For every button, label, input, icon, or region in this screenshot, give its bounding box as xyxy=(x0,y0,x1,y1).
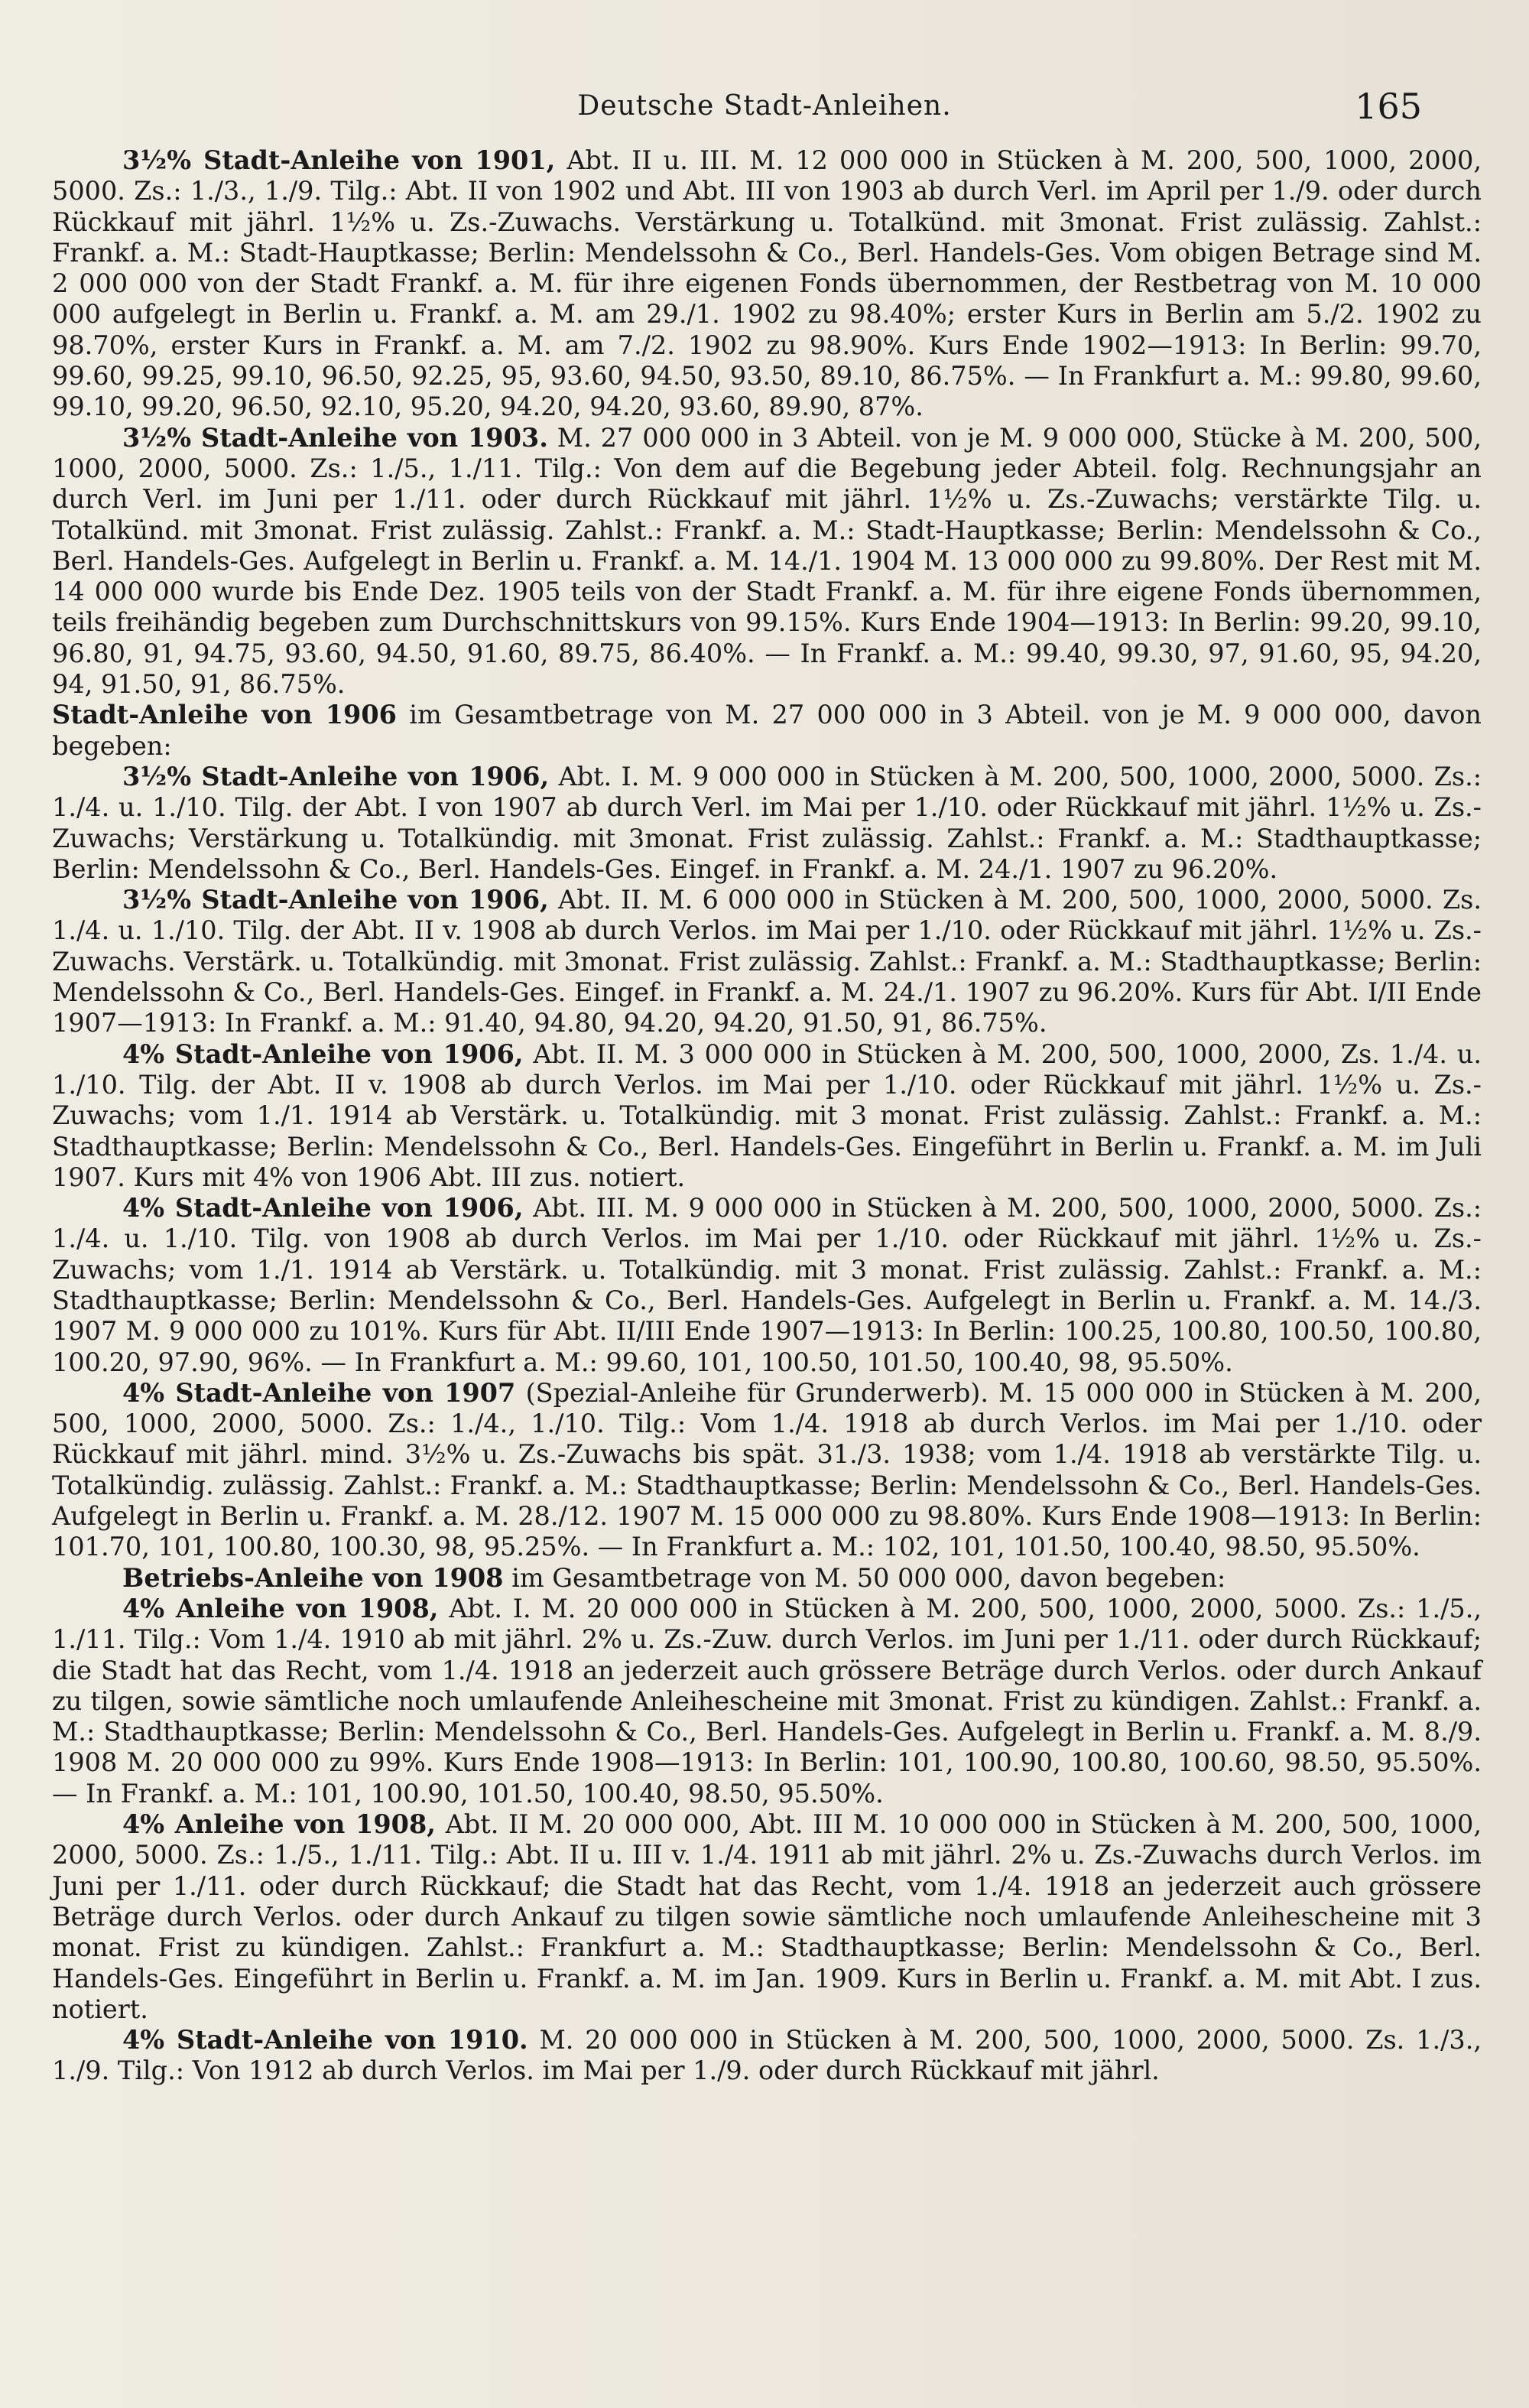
entry-text: M. 20 000 000 in Stücken à M. 200, 500, 1000, 2000, 5000. Zs. 1./3., 1./9. Tilg.: Von 1912 ab durch Verlos. im Mai per 1./9. oder durch Rückkauf mit jährl. xyxy=(52,2025,1482,2086)
entry-1901 xyxy=(52,145,1482,423)
entry-text: Abt. II u. III. M. 12 000 000 in Stücken à M. 200, 500, 1000, 2000, 5000. Zs.: 1./3., 1./9. Tilg.: Abt. II von 1902 und Abt. III von 1903 ab durch Verl. im April per 1./9. oder durch Rückkauf mit jährl. 1½% u. Zs.-Zuwachs. Verstärkung u. Totalkünd. mit 3monat. Frist zulässig. Zahlst.: Frankf. a. M.: Stadt-Hauptkasse; Berlin: Mendelssohn & Co., Berl. Handels-Ges. Vom obigen Betrage sind M. 2 000 000 von der Stadt Frankf. a. M. für ihre eigenen Fonds übernommen, der Restbetrag von M. 10 000 000 aufgelegt in Berlin u. Frankf. a. M. am 29./1. 1902 zu 98.40%; erster Kurs in Berlin am 5./2. 1902 zu 98.70%, erster Kurs in Frankf. a. M. am 7./2. 1902 zu 98.90%. Kurs Ende 1902—1913: In Berlin: 99.70, 99.60, 99.25, 99.10, 96.50, 92.25, 95, 93.60, 94.50, 93.50, 89.10, 86.75%. — In Frankfurt a. M.: 99.80, 99.60, 99.10, 99.20, 96.50, 92.10, 95.20, 94.20, 94.20, 93.60, 89.90, 87%. xyxy=(52,145,1482,422)
entry-text: Abt. I. M. 20 000 000 in Stücken à M. 200, 500, 1000, 2000, 5000. Zs.: 1./5., 1./11. Tilg.: Vom 1./4. 1910 ab mit jährl. 2% u. Zs.-Zuw. durch Verlos. im Juni per 1./11. oder durch Rückkauf; die Stadt hat das Recht, vom 1./4. 1918 an jederzeit auch grössere Beträge durch Verlos. oder durch Ankauf zu tilgen, sowie sämtliche noch umlaufende Anleihescheine mit 3monat. Frist zu kündigen. Zahlst.: Frankf. a. M.: Stadthauptkasse; Berlin: Mendelssohn & Co., Berl. Handels-Ges. Aufgelegt in Berlin u. Frankf. a. M. 8./9. 1908 M. 20 000 000 zu 99%. Kurs Ende 1908—1913: In Berlin: 101, 100.90, 100.80, 100.60, 98.50, 95.50%. — In Frankf. a. M.: 101, 100.90, 101.50, 100.40, 98.50, 95.50%. xyxy=(52,1593,1482,1808)
entry-1906-4pct-abt-2 xyxy=(52,1039,1482,1193)
entry-1908-abt-2-3 xyxy=(52,1809,1482,2025)
page-header xyxy=(54,86,1475,132)
entry-text: Abt. III. M. 9 000 000 in Stücken à M. 200, 500, 1000, 2000, 5000. Zs.: 1./4. u. 1./10. Tilg. von 1908 ab durch Verlos. im Mai per 1./10. oder Rückkauf mit jährl. 1½% u. Zs.-Zuwachs; vom 1./1. 1914 ab Verstärk. u. Totalkündig. mit 3 monat. Frist zulässig. Zahlst.: Frankf. a. M.: Stadthauptkasse; Berlin: Mendelssohn & Co., Berl. Handels-Ges. Aufgelegt in Berlin u. Frankf. a. M. 14./3. 1907 M. 9 000 000 zu 101%. Kurs für Abt. II/III Ende 1907—1913: In Berlin: 100.25, 100.80, 100.50, 100.80, 100.20, 97.90, 96%. — In Frankfurt a. M.: 99.60, 101, 100.50, 101.50, 100.40, 98, 95.50%. xyxy=(52,1193,1482,1377)
entry-title: 3½% Stadt-Anleihe von 1901, xyxy=(122,145,556,175)
entry-1910 xyxy=(52,2025,1482,2087)
entry-text: Abt. II. M. 3 000 000 in Stücken à M. 200, 500, 1000, 2000, Zs. 1./4. u. 1./10. Tilg. der Abt. II v. 1908 ab durch Verlos. im Mai per 1./10. oder Rückkauf mit jährl. 1½% u. Zs.-Zuwachs; vom 1./1. 1914 ab Verstärk. u. Totalkündig. mit 3 monat. Frist zulässig. Zahlst.: Frankf. a. M.: Stadthauptkasse; Berlin: Mendelssohn & Co., Berl. Handels-Ges. Eingeführt in Berlin u. Frankf. a. M. im Juli 1907. Kurs mit 4% von 1906 Abt. III zus. notiert. xyxy=(52,1038,1482,1192)
entry-1906-4pct-abt-3 xyxy=(52,1193,1482,1378)
page-number: 165 xyxy=(1355,86,1422,127)
entry-1908-overview xyxy=(52,1563,1482,1594)
entry-text: Abt. II. M. 6 000 000 in Stücken à M. 200, 500, 1000, 2000, 5000. Zs. 1./4. u. 1./10. Tilg. der Abt. II v. 1908 ab durch Verlos. im Mai per 1./10. oder Rückkauf mit jährl. 1½% u. Zs.-Zuwachs. Verstärk. u. Totalkündig. mit 3monat. Frist zulässig. Zahlst.: Frankf. a. M.: Stadthauptkasse; Berlin: Mendelssohn & Co., Berl. Handels-Ges. Eingef. in Frankf. a. M. 24./1. 1907 zu 96.20%. Kurs für Abt. I/II Ende 1907—1913: In Frankf. a. M.: 91.40, 94.80, 94.20, 94.20, 91.50, 91, 86.75%. xyxy=(52,885,1482,1038)
entry-text: M. 27 000 000 in 3 Abteil. von je M. 9 000 000, Stücke à M. 200, 500, 1000, 2000, 5000. Zs.: 1./5., 1./11. Tilg.: Von dem auf die Begebung jeder Abteil. folg. Rechnungsjahr an durch Verl. im Juni per 1./11. oder durch Rückkauf mit jährl. 1½% u. Zs.-Zuwachs; verstärkte Tilg. u. Totalkünd. mit 3monat. Frist zulässig. Zahlst.: Frankf. a. M.: Stadt-Hauptkasse; Berlin: Mendelssohn & Co., Berl. Handels-Ges. Aufgelegt in Berlin u. Frankf. a. M. 14./1. 1904 M. 13 000 000 zu 99.80%. Der Rest mit M. 14 000 000 wurde bis Ende Dez. 1905 teils von der Stadt Frankf. a. M. für ihre eigene Fonds übernommen, teils freihändig begeben zum Durchschnittskurs von 99.15%. Kurs Ende 1904—1913: In Berlin: 99.20, 99.10, 96.80, 91, 94.75, 93.60, 94.50, 91.60, 89.75, 86.40%. — In Frankf. a. M.: 99.40, 99.30, 97, 91.60, 95, 94.20, 94, 91.50, 91, 86.75%. xyxy=(52,422,1482,700)
entry-title: 3½% Stadt-Anleihe von 1906, xyxy=(122,761,550,791)
entry-title: 4% Stadt-Anleihe von 1906, xyxy=(122,1038,524,1069)
entry-title: 4% Stadt-Anleihe von 1910. xyxy=(122,2025,528,2055)
entry-1906-overview xyxy=(52,700,1482,762)
entry-title: 3½% Stadt-Anleihe von 1906, xyxy=(122,885,549,915)
page-body xyxy=(52,145,1482,2087)
entry-text: Abt. I. M. 9 000 000 in Stücken à M. 200, 500, 1000, 2000, 5000. Zs.: 1./4. u. 1./10. Tilg. der Abt. I von 1907 ab durch Verl. im Mai per 1./10. oder Rückkauf mit jährl. 1½% u. Zs.-Zuwachs; Verstärkung u. Totalkündig. mit 3monat. Frist zulässig. Zahlst.: Frankf. a. M.: Stadthauptkasse; Berlin: Mendelssohn & Co., Berl. Handels-Ges. Eingef. in Frankf. a. M. 24./1. 1907 zu 96.20%. xyxy=(52,761,1482,884)
entry-title: Betriebs-Anleihe von 1908 xyxy=(122,1562,504,1593)
entry-1908-abt-1 xyxy=(52,1594,1482,1809)
entry-title: 4% Stadt-Anleihe von 1907 xyxy=(122,1377,516,1408)
entry-title: 4% Stadt-Anleihe von 1906, xyxy=(122,1193,524,1223)
entry-1906-abt-1 xyxy=(52,762,1482,885)
entry-title: 4% Anleihe von 1908, xyxy=(122,1593,439,1623)
entry-text: im Gesamtbetrage von M. 27 000 000 in 3 Abteil. von je M. 9 000 000, davon begeben: xyxy=(52,700,1482,761)
entry-1903 xyxy=(52,423,1482,700)
entry-1907 xyxy=(52,1378,1482,1563)
entry-text: (Spezial-Anleihe für Grunderwerb). M. 15 000 000 in Stücken à M. 200, 500, 1000, 2000, 5000. Zs.: 1./4., 1./10. Tilg.: Vom 1./4. 1918 ab durch Verlos. im Mai per 1./10. oder Rückkauf mit jährl. mind. 3½% u. Zs.-Zuwachs bis spät. 31./3. 1938; vom 1./4. 1918 ab verstärkte Tilg. u. Totalkündig. zulässig. Zahlst.: Frankf. a. M.: Stadthauptkasse; Berlin: Mendelssohn & Co., Berl. Handels-Ges. Aufgelegt in Berlin u. Frankf. a. M. 28./12. 1907 M. 15 000 000 zu 98.80%. Kurs Ende 1908—1913: In Berlin: 101.70, 101, 100.80, 100.30, 98, 95.25%. — In Frankfurt a. M.: 102, 101, 101.50, 100.40, 98.50, 95.50%. xyxy=(52,1377,1482,1562)
entry-title: 4% Anleihe von 1908, xyxy=(122,1809,436,1840)
entry-1906-abt-2 xyxy=(52,885,1482,1038)
entry-title: Stadt-Anleihe von 1906 xyxy=(52,700,397,730)
entry-text: Abt. II M. 20 000 000, Abt. III M. 10 000 000 in Stücken à M. 200, 500, 1000, 2000, 5000. Zs.: 1./5., 1./11. Tilg.: Abt. II u. III v. 1./4. 1911 ab mit jährl. 2% u. Zs.-Zuwachs durch Verlos. im Juni per 1./11. oder durch Rückkauf; die Stadt hat das Recht, vom 1./4. 1918 an jederzeit auch grössere Beträge durch Verlos. oder durch Ankauf zu tilgen sowie sämtliche noch umlaufende Anleihescheine mit 3 monat. Frist zu kündigen. Zahlst.: Frankfurt a. M.: Stadthauptkasse; Berlin: Mendelssohn & Co., Berl. Handels-Ges. Eingeführt in Berlin u. Frankf. a. M. im Jan. 1909. Kurs in Berlin u. Frankf. a. M. mit Abt. I zus. notiert. xyxy=(52,1809,1482,2024)
entry-text: im Gesamtbetrage von M. 50 000 000, davon begeben: xyxy=(503,1562,1226,1593)
running-title: Deutsche Stadt-Anleihen. xyxy=(577,90,952,122)
entry-title: 3½% Stadt-Anleihe von 1903. xyxy=(122,422,548,453)
